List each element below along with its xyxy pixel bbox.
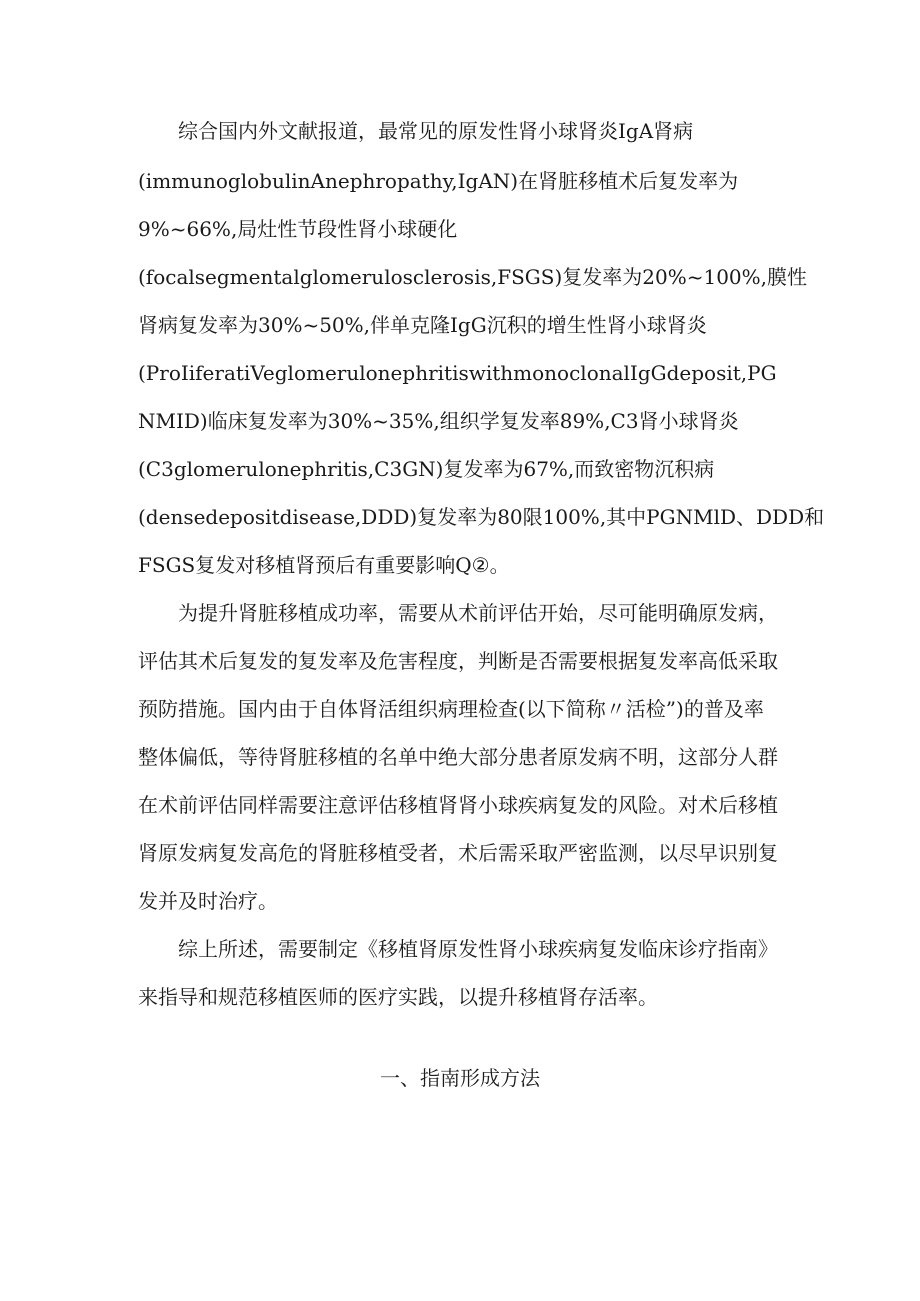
paragraph1-line-5: 肾病复发率为30%~50%,伴单克隆IgG沉积的增生性肾小球肾炎	[138, 313, 707, 337]
paragraph1-line-9: (densedepositdisease,DDD)复发率为80限100%,其中PGNMlD、DDD和	[138, 505, 825, 529]
paragraph1-line-4: (focalsegmentalglomerulosclerosis,FSGS)复发率为20%~100%,膜性	[138, 265, 808, 289]
paragraph2-line-3: 预防措施。国内由于自体肾活组织病理检查(以下简称〃活检”)的普及率	[138, 697, 764, 721]
paragraph2-line-7: 发并及时治疗。	[138, 889, 278, 913]
paragraph1-line-2: (immunoglobulinAnephropathy,IgAN)在肾脏移植术后复发率为	[138, 169, 739, 193]
paragraph2-line-2: 评估其术后复发的复发率及危害程度，判断是否需要根据复发率高低采取	[138, 649, 778, 673]
paragraph2-line-1: 为提升肾脏移植成功率，需要从术前评估开始，尽可能明确原发病，	[178, 601, 778, 625]
paragraph3-line-1: 综上所述，需要制定《移植肾原发性肾小球疾病复发临床诊疗指南》	[178, 937, 778, 961]
paragraph1-line-8: (C3glomerulonephritis,C3GN)复发率为67%,而致密物沉积病	[138, 457, 715, 481]
paragraph2-line-6: 肾原发病复发高危的肾脏移植受者，术后需采取严密监测，以尽早识别复	[138, 841, 778, 865]
paragraph1-line-7: NMID)临床复发率为30%~35%,组织学复发率89%,C3肾小球肾炎	[138, 409, 739, 433]
paragraph2-line-4: 整体偏低，等待肾脏移植的名单中绝大部分患者原发病不明，这部分人群	[138, 745, 778, 769]
paragraph1-line-6: (ProIiferatiVeglomerulonephritiswithmonoclonalIgGdeposit,PG	[138, 361, 777, 385]
paragraph3-line-2: 来指导和规范移植医师的医疗实践，以提升移植肾存活率。	[138, 985, 658, 1009]
paragraph1-line-3: 9%~66%,局灶性节段性肾小球硬化	[138, 217, 458, 241]
section-heading: 一、指南形成方法	[380, 1066, 540, 1090]
paragraph2-line-5: 在术前评估同样需要注意评估移植肾肾小球疾病复发的风险。对术后移植	[138, 793, 778, 817]
paragraph1-line-10: FSGS复发对移植肾预后有重要影响Q②。	[138, 553, 510, 577]
paragraph1-line-1: 综合国内外文献报道，最常见的原发性肾小球肾炎IgA肾病	[178, 119, 694, 143]
